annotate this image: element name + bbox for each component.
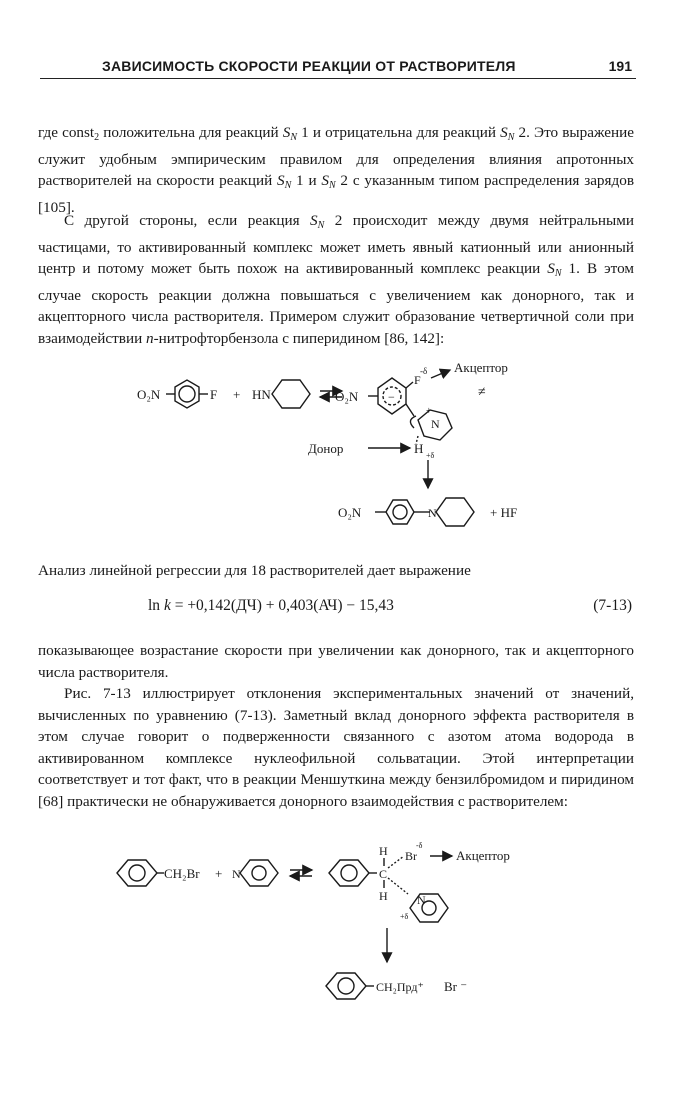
svg-text:CH₂Br: CH₂Br — [164, 866, 200, 881]
paragraph-1: где const$_2$ положительна для реакций $S_N$ 1 и отрицательна для реакций $S_N$ 2. Это выражение служит удобным эмпирическим правилом для определения влияния апротонных растворителей на скорости реакций $S_N$ 1 и $S_N$ 2 с указанным типом распределения зарядов [105]. — [38, 124, 635, 216]
svg-text:+δ: +δ — [400, 912, 409, 921]
pyridine-ring-icon — [240, 860, 278, 886]
svg-text:-δ: -δ — [416, 841, 423, 850]
svg-text:F: F — [414, 373, 421, 387]
piperidine-ring-icon — [272, 380, 310, 408]
equation-7-13: ln k = +0,142(ДЧ) + 0,403(АЧ) − 15,43 (7-13) — [148, 597, 632, 614]
svg-text:F: F — [210, 387, 218, 402]
svg-text:+: + — [233, 387, 241, 402]
svg-text:N: N — [417, 893, 426, 907]
svg-text:+: + — [215, 866, 223, 881]
svg-text:H: H — [414, 441, 424, 456]
svg-text:Акцептор: Акцептор — [454, 360, 508, 375]
ts-pyridine-ring-icon — [410, 894, 448, 922]
svg-text:H: H — [379, 889, 388, 903]
running-header — [40, 56, 636, 79]
svg-text:O₂N: O₂N — [335, 389, 359, 404]
svg-text:Донор: Донор — [308, 441, 344, 456]
page-number: 191 — [608, 58, 632, 74]
svg-text:HN: HN — [252, 387, 271, 402]
svg-text:Br ⁻: Br ⁻ — [444, 979, 468, 994]
svg-text:+: + — [426, 406, 432, 417]
svg-text:−: − — [388, 390, 395, 404]
svg-text:CH₂Прд⁺: CH₂Прд⁺ — [376, 980, 424, 994]
svg-text:O₂N: O₂N — [137, 387, 161, 402]
product-benzyl-ring-icon — [326, 973, 366, 999]
svg-text:H: H — [379, 844, 388, 858]
paragraph-2: С другой стороны, если реакция $S_N$ 2 происходит между двумя нейтральными частицами, то активированный комплекс может иметь явный катионный или анионный центр и потому может быть похож на активированный комплекс реакции $S_N$ 1. В этом случае скорость реакции должна повышаться с увеличением как донорного, так и акцепторного числа растворителя. Примером служит образование четвертичной соли при взаимодействии п-нитрофторбензола с пиперидином [86, 142]: — [38, 212, 635, 347]
svg-text:N: N — [431, 417, 440, 431]
svg-text:Акцептор: Акцептор — [456, 848, 510, 863]
reaction-scheme-1 — [0, 360, 699, 540]
svg-text:C: C — [379, 867, 388, 881]
svg-text:-δ: -δ — [420, 366, 428, 376]
benzyl-ring-icon — [117, 860, 157, 886]
svg-text:O₂N: O₂N — [338, 505, 362, 520]
svg-text:N: N — [428, 506, 437, 520]
paragraph-3: Анализ линейной регрессии для 18 растворителей дает выражение — [38, 562, 471, 579]
svg-text:+ HF: + HF — [490, 505, 518, 520]
product-piperidine-icon — [436, 498, 474, 526]
paragraph-5: Рис. 7-13 иллюстрирует отклонения экспериментальных значений от значений, вычисленных по уравнению (7-13). Заметный вклад донорного эффекта растворителя в этом случае говорит о подверженности связанного с азотом атома водорода в активированном комплексе нуклеофильной сольватации. Этой интерпретации соответствует и тот факт, что в реакции Меншуткина между бензилбромидом и пиридином [68] практически не обнаруживается донорного взаимодействия с растворителем: — [38, 685, 634, 810]
svg-text:≠: ≠ — [478, 385, 486, 400]
running-header-title: ЗАВИСИМОСТЬ СКОРОСТИ РЕАКЦИИ ОТ РАСТВОРИТЕЛЯ — [102, 58, 516, 74]
reaction-scheme-2 — [0, 840, 699, 1010]
equation-number: (7-13) — [593, 597, 632, 614]
svg-text:+δ: +δ — [426, 451, 435, 460]
svg-text:N: N — [232, 867, 241, 881]
svg-text:Br: Br — [405, 849, 417, 863]
ts-benzene-ring-icon — [329, 860, 369, 886]
product-benzene-icon — [386, 500, 414, 524]
paragraph-4: показывающее возрастание скорости при увеличении как донорного, так и акцепторного числа растворителя. — [38, 642, 634, 681]
